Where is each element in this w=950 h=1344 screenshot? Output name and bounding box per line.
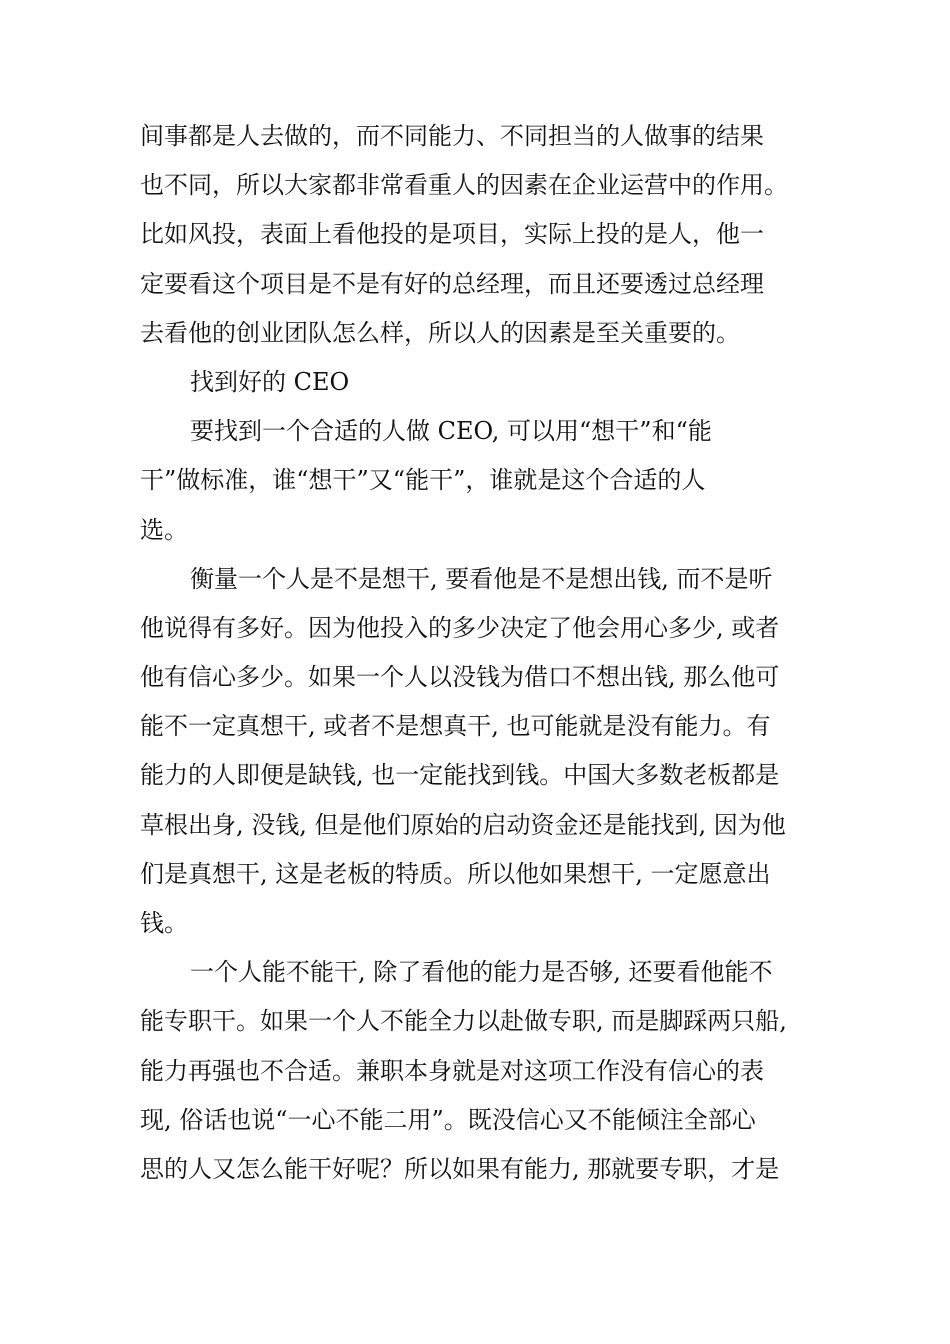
text-line-16: 们是真想干, 这是老板的特质。所以他如果想干, 一定愿意出 bbox=[140, 859, 771, 888]
text-line-2: 也不同，所以大家都非常看重人的因素在企业运营中的作用。 bbox=[140, 171, 788, 200]
text-line-8: 干”做标准，谁“想干”又“能干”，谁就是这个合适的人 bbox=[140, 466, 706, 495]
text-line-7: 要找到一个合适的人做 CEO, 可以用“想干”和“能 bbox=[190, 417, 712, 446]
text-line-12: 他有信心多少。如果一个人以没钱为借口不想出钱, 那么他可 bbox=[140, 663, 780, 692]
text-line-14: 能力的人即便是缺钱, 也一定能找到钱。中国大多数老板都是 bbox=[140, 761, 780, 790]
section-heading: 找到好的 CEO bbox=[190, 367, 350, 396]
text-line-10: 衡量一个人是不是想干, 要看他是不是想出钱, 而不是听 bbox=[190, 564, 773, 593]
body-text bbox=[140, 112, 830, 1194]
text-line-15: 草根出身, 没钱, 但是他们原始的启动资金还是能找到, 因为他 bbox=[140, 810, 786, 839]
text-line-3: 比如风投，表面上看他投的是项目，实际上投的是人，他一 bbox=[140, 220, 764, 249]
text-line-21: 现, 俗话也说“一心不能二用”。既没信心又不能倾注全部心 bbox=[140, 1105, 756, 1134]
text-line-19: 能专职干。如果一个人不能全力以赴做专职, 而是脚踩两只船, bbox=[140, 1007, 787, 1036]
text-line-9: 选。 bbox=[140, 515, 188, 544]
text-line-4: 定要看这个项目是不是有好的总经理，而且还要透过总经理 bbox=[140, 269, 764, 298]
text-line-18: 一个人能不能干, 除了看他的能力是否够, 还要看他能不 bbox=[190, 958, 773, 987]
text-line-1: 间事都是人去做的，而不同能力、不同担当的人做事的结果 bbox=[140, 122, 764, 150]
text-line-17: 钱。 bbox=[140, 909, 188, 937]
text-line-22: 思的人又怎么能干好呢？所以如果有能力, 那就要专职，才是 bbox=[140, 1154, 780, 1183]
text-line-11: 他说得有多好。因为他投入的多少决定了他会用心多少, 或者 bbox=[140, 613, 780, 642]
text-line-13: 能不一定真想干, 或者不是想真干, 也可能就是没有能力。有 bbox=[140, 712, 771, 741]
text-line-20: 能力再强也不合适。兼职本身就是对这项工作没有信心的表 bbox=[140, 1056, 764, 1085]
text-line-5: 去看他的创业团队怎么样，所以人的因素是至关重要的。 bbox=[140, 318, 740, 347]
